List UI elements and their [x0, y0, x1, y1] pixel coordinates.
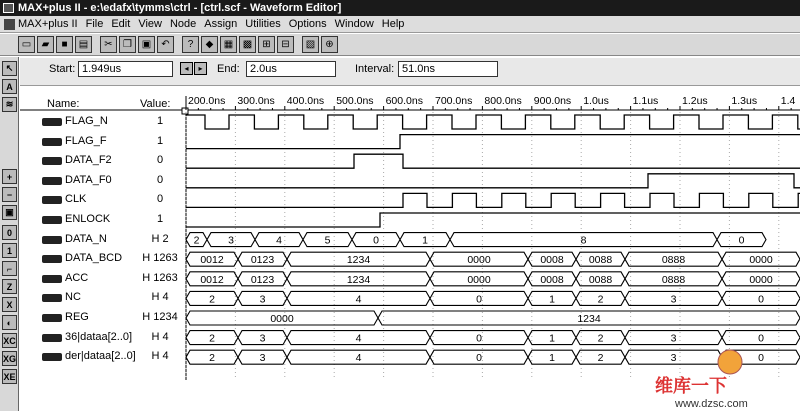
clk-waveform	[186, 193, 800, 207]
data-bcd-bus-label: 0123	[250, 254, 275, 267]
flag-n-waveform	[186, 115, 800, 129]
one-icon[interactable]: 1	[2, 243, 17, 258]
flag-f-waveform	[186, 135, 800, 149]
node-find-icon[interactable]: ≋	[2, 97, 17, 112]
nc-bus-label: 0	[758, 293, 764, 306]
xg-icon[interactable]: XG	[2, 351, 17, 366]
time-tick-label: 1.3us	[731, 95, 758, 107]
signal-type-icon	[42, 118, 62, 126]
watermark-mascot-icon	[718, 350, 742, 374]
menu-edit[interactable]: Edit	[111, 18, 131, 30]
data-f0-waveform	[186, 174, 800, 188]
x-icon[interactable]: X	[2, 297, 17, 312]
signal-name[interactable]: CLK	[65, 193, 87, 206]
menu-maxplus[interactable]: MAX+plus II	[18, 18, 78, 30]
hierarchy-icon[interactable]: ⊞	[258, 36, 275, 53]
dataa-der-bus-label: 0	[758, 352, 764, 365]
menu-file[interactable]: File	[85, 18, 104, 30]
time-tick-label: 1.2us	[682, 95, 708, 107]
signal-value: 0	[156, 193, 164, 206]
reg-bus-label: 1234	[577, 313, 601, 325]
signal-name[interactable]: DATA_N	[65, 232, 107, 245]
undo-icon[interactable]: ↶	[157, 36, 174, 53]
new-icon[interactable]: ▭	[18, 36, 35, 53]
save-icon[interactable]: ■	[56, 36, 73, 53]
acc-bus-label: 0000	[749, 273, 773, 286]
cut-icon[interactable]: ✂	[100, 36, 117, 53]
time-tick-label: 1.1us	[632, 95, 659, 107]
signal-type-icon	[42, 314, 62, 322]
help-icon[interactable]: ?	[182, 36, 199, 53]
timing-icon[interactable]: ⊟	[277, 36, 294, 53]
signal-type-icon	[42, 177, 62, 185]
time-tick-label: 500.0ns	[336, 95, 374, 107]
signal-value: H 4	[151, 330, 169, 343]
time-tick-label: 1.4	[780, 95, 796, 107]
start-label: Start:	[49, 63, 76, 75]
time-tick-label: 300.0ns	[237, 95, 275, 107]
paste-icon[interactable]: ▣	[138, 36, 155, 53]
dataa36-bus-label: 2	[209, 332, 215, 345]
time-tick-label: 700.0ns	[435, 95, 473, 107]
menu-utilities[interactable]: Utilities	[245, 18, 281, 30]
signal-name[interactable]: DATA_F0	[65, 173, 112, 186]
menu-node[interactable]: Node	[169, 18, 197, 30]
signal-name[interactable]: FLAG_N	[65, 115, 108, 127]
enlock-waveform	[186, 213, 800, 227]
zero-icon[interactable]: 0	[2, 225, 17, 240]
data-n-bus-label: 4	[276, 234, 282, 247]
time-tick-label: 600.0ns	[385, 95, 423, 107]
dataa-der-bus-label: 3	[670, 352, 677, 365]
nc-bus-label: 2	[209, 293, 215, 306]
time-tick-label: 200.0ns	[188, 95, 226, 107]
data-n-bus-label: 3	[228, 234, 234, 247]
nc-bus-label: 2	[597, 293, 604, 306]
signal-name[interactable]: DATA_BCD	[65, 252, 123, 265]
signal-name[interactable]: REG	[65, 311, 89, 323]
data-n-bus-label: 0	[373, 234, 379, 247]
watermark-url: www.dzsc.com	[675, 398, 748, 410]
signal-type-icon	[42, 294, 62, 302]
signal-value: H 1263	[142, 271, 178, 284]
interval-label: Interval:	[355, 63, 395, 75]
dataa-der-bus-label: 2	[209, 352, 215, 365]
dataa36-bus-label: 1	[549, 332, 555, 345]
data-n-bus-label: 2	[193, 234, 200, 247]
signal-type-icon	[42, 196, 62, 204]
inv-icon[interactable]: ◐	[2, 315, 17, 330]
data-n-bus-label: 1	[422, 234, 428, 247]
signal-type-icon	[42, 255, 62, 263]
interval-field[interactable]: 51.0ns	[398, 61, 498, 77]
data-n-bus-label: 0	[738, 234, 745, 247]
menu-help[interactable]: Help	[381, 18, 405, 30]
dataa36-bus-label: 4	[355, 332, 362, 345]
signal-value: H 1263	[142, 252, 178, 265]
data-bcd-bus-label: 0888	[661, 254, 686, 267]
text-tool-icon[interactable]: A	[2, 79, 17, 94]
compiler-icon[interactable]: ◆	[201, 36, 218, 53]
signal-value: H 4	[151, 350, 169, 363]
floorplan-icon[interactable]: ▩	[239, 36, 256, 53]
signal-type-icon	[42, 216, 62, 224]
nc-bus-label: 4	[355, 293, 362, 306]
window-title: MAX+plus II - e:\edafx\tymms\ctrl - [ctrl.scf - Waveform Editor]	[18, 2, 342, 14]
reg-bus-label: 0000	[270, 313, 294, 325]
dataa-der-bus-label: 0	[476, 352, 482, 365]
data-bcd-bus-label: 0008	[540, 254, 564, 267]
zoom-in-icon[interactable]: +	[2, 169, 17, 184]
zoom-out-icon[interactable]: −	[2, 187, 17, 202]
name-column-header: Name:	[47, 98, 80, 110]
data-bcd-bus-label: 0012	[200, 254, 224, 267]
acc-bus-label: 0000	[467, 273, 491, 286]
menu-assign[interactable]: Assign	[204, 18, 238, 30]
signal-value: 1	[156, 213, 164, 225]
data-bcd-bus-label: 0088	[588, 254, 613, 267]
watermark-text: 维库一下	[655, 376, 727, 397]
project-icon[interactable]: ▧	[302, 36, 319, 53]
signal-value: 0	[156, 173, 164, 186]
acc-bus-label: 0123	[250, 273, 275, 286]
signal-value: H 4	[151, 291, 169, 304]
xc-icon[interactable]: XC	[2, 333, 17, 348]
signal-value: H 2	[151, 232, 169, 245]
dataa-der-bus-label: 4	[355, 352, 362, 365]
clock-icon[interactable]: ⌐	[2, 261, 17, 276]
data-bcd-bus-label: 0000	[467, 254, 491, 267]
signal-name[interactable]: der|dataa[2..0]	[65, 350, 136, 363]
signal-value: 0	[156, 154, 164, 167]
dataa-der-bus-label: 3	[259, 352, 266, 365]
acc-bus-label: 0888	[661, 273, 686, 286]
z-icon[interactable]: Z	[2, 279, 17, 294]
time-tick-label: 400.0ns	[286, 95, 325, 107]
nc-bus-label: 0	[476, 293, 482, 306]
pointer-icon[interactable]: ↖	[2, 61, 17, 76]
signal-name[interactable]: NC	[65, 291, 81, 304]
simulator-icon[interactable]: ▦	[220, 36, 237, 53]
data-bcd-bus-label: 1234	[346, 254, 371, 267]
zoom-icon[interactable]: ⊕	[321, 36, 338, 53]
acc-bus-label: 0008	[540, 273, 564, 286]
next-transition-button[interactable]: ▸	[194, 62, 207, 75]
time-tick-label: 1.0us	[583, 95, 609, 107]
fit-icon[interactable]: ▣	[2, 205, 17, 220]
prev-transition-button[interactable]: ◂	[180, 62, 193, 75]
time-tick-label: 900.0ns	[533, 95, 572, 107]
signal-name[interactable]: 36|dataa[2..0]	[65, 330, 133, 343]
dataa36-bus-label: 2	[597, 332, 604, 345]
signal-type-icon	[42, 157, 62, 165]
nc-bus-label: 1	[549, 293, 555, 306]
xe-icon[interactable]: XE	[2, 369, 17, 384]
signal-type-icon	[42, 353, 62, 361]
acc-bus-label: 1234	[346, 273, 371, 286]
dataa36-bus-label: 3	[670, 332, 677, 345]
end-field[interactable]: 2.0us	[246, 61, 336, 77]
signal-name[interactable]: FLAG_F	[65, 134, 107, 147]
menu-view[interactable]: View	[138, 18, 162, 30]
nc-bus-label: 3	[259, 293, 266, 306]
signal-value: 1	[156, 115, 164, 127]
signal-type-icon	[42, 138, 62, 146]
menu-window[interactable]: Window	[334, 18, 374, 30]
signal-name[interactable]: ENLOCK	[65, 213, 111, 225]
signal-name[interactable]: DATA_F2	[65, 154, 112, 167]
acc-bus-label: 0088	[588, 273, 613, 286]
signal-type-icon	[42, 334, 62, 342]
signal-type-icon	[42, 275, 62, 283]
value-column-header: Value:	[140, 98, 171, 110]
print-icon[interactable]: ▤	[75, 36, 92, 53]
data-bcd-bus-label: 0000	[749, 254, 773, 267]
cursor-handle	[182, 108, 188, 114]
open-icon[interactable]: ▰	[37, 36, 54, 53]
signal-value: 1	[156, 134, 164, 147]
dataa-der-bus-label: 2	[597, 352, 604, 365]
dataa36-bus-label: 3	[259, 332, 266, 345]
dataa-der-bus-label: 1	[549, 352, 555, 365]
acc-bus-label: 0012	[200, 273, 224, 286]
end-label: End:	[217, 63, 240, 75]
signal-value: H 1234	[142, 311, 178, 323]
start-field[interactable]: 1.949us	[78, 61, 173, 77]
menu-options[interactable]: Options	[288, 18, 327, 30]
data-n-bus-label: 8	[580, 234, 587, 247]
signal-type-icon	[42, 236, 62, 244]
copy-icon[interactable]: ❐	[119, 36, 136, 53]
dataa36-bus-label: 0	[476, 332, 482, 345]
time-tick-label: 800.0ns	[484, 95, 522, 107]
nc-bus-label: 3	[670, 293, 677, 306]
signal-name[interactable]: ACC	[65, 271, 89, 284]
data-f2-waveform	[186, 154, 800, 168]
data-n-bus-label: 5	[324, 234, 331, 247]
dataa36-bus-label: 0	[758, 332, 764, 345]
